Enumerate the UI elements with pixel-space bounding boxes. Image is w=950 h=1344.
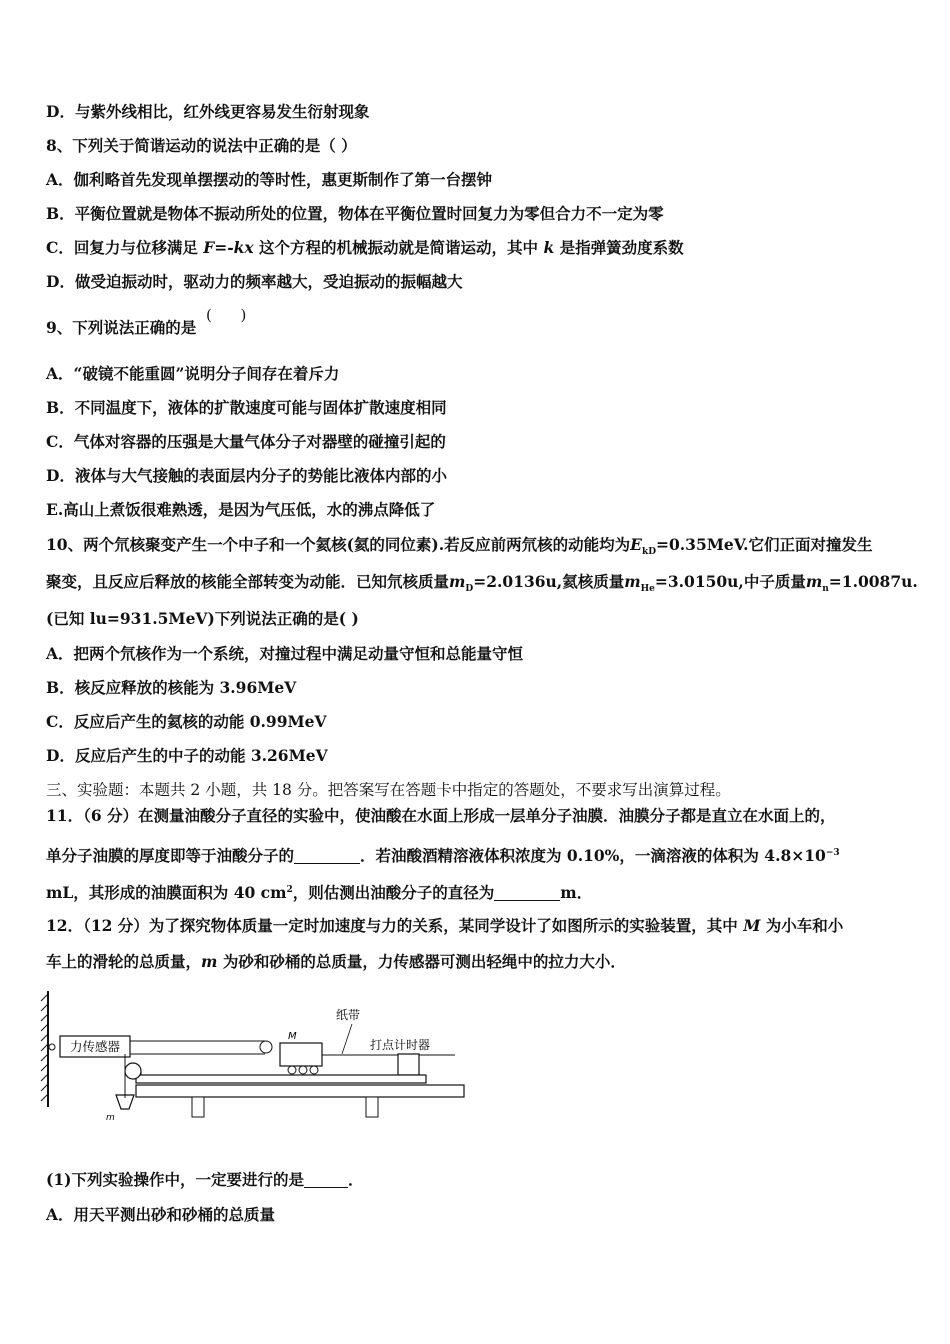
experiment-apparatus-figure	[40, 985, 470, 1130]
q9-stem: 9、下列说法正确的是	[46, 318, 197, 337]
q10-line-3: (已知 lu=931.5MeV)下列说法正确的是( )	[46, 609, 359, 628]
q7-option-d: D．与紫外线相比，红外线更容易发生衍射现象	[46, 102, 370, 121]
q9-option-e: E.高山上煮饭很难熟透，是因为气压低，水的沸点降低了	[46, 500, 436, 519]
q9-answer-paren: ( )	[206, 306, 247, 324]
q12-sub-question-1: (1)下列实验操作中，一定要进行的是 ．	[46, 1170, 364, 1189]
paper-tape-label: 纸带	[336, 1008, 361, 1022]
table-leg-left	[192, 1097, 204, 1117]
q8-option-a: A．伽利略首先发现单摆摆动的等时性，惠更斯制作了第一台摆钟	[46, 170, 493, 189]
q12-option-a: A．用天平测出砂和砂桶的总质量	[46, 1205, 276, 1224]
q12-line-1: 12．（12 分）为了探究物体质量一定时加速度与力的关系，某同学设计了如图所示的实验装置，其中 M 为小车和小	[46, 916, 844, 935]
q9-option-a: A．“破镜不能重圆”说明分子间存在着斥力	[46, 364, 340, 383]
table-pulley	[125, 1063, 141, 1079]
q12-blank-1[interactable]	[304, 1171, 348, 1188]
cart-pulley	[260, 1041, 272, 1053]
q11-blank-2[interactable]	[494, 884, 560, 901]
ticker-timer	[398, 1054, 419, 1075]
q10-option-b: B．核反应释放的核能为 3.96MeV	[46, 678, 297, 697]
q10-option-d: D．反应后产生的中子的动能 3.26MeV	[46, 746, 328, 765]
force-sensor-label: 力传感器	[69, 1039, 121, 1054]
timer-label: 打点计时器	[370, 1038, 431, 1052]
q10-line-2: 聚变，且反应后释放的核能全部转变为动能．已知氘核质量$m_D=2.0136u$,氦核质量$m_{He}=3.0150u$,中子质量$m_n=1.0087u$.	[46, 572, 918, 595]
table-top	[136, 1085, 464, 1097]
cart	[280, 1043, 322, 1066]
q9-option-d: D．液体与大气接触的表面层内分子的势能比液体内部的小	[46, 466, 447, 485]
section-3-heading: 三、实验题：本题共 2 小题，共 18 分。把答案写在答题卡中指定的答题处，不要求写出演算过程。	[46, 781, 731, 799]
q8-option-d: D．做受迫振动时，驱动力的频率越大，受迫振动的振幅越大	[46, 272, 463, 291]
bucket-label: m	[106, 1113, 115, 1123]
q8-stem: 8、下列关于简谐运动的说法中正确的是（ ）	[46, 136, 357, 155]
q11-line-2: 单分子油膜的厚度即等于油酸分子的 ．若油酸酒精溶液体积浓度为 0.10%，一滴溶液的体积为 $4.8\times 10^{-3}$	[46, 846, 840, 866]
q10-option-a: A．把两个氘核作为一个系统，对撞过程中满足动量守恒和总能量守恒	[46, 644, 524, 663]
q10-option-c: C．反应后产生的氦核的动能 0.99MeV	[46, 712, 327, 731]
q10-line-1: 10、两个氘核聚变产生一个中子和一个氦核(氦的同位素).若反应前两氘核的动能均为$E_{kD}=0.35MeV$.它们正面对撞发生	[46, 535, 873, 558]
q11-line-3: mL，其形成的油膜面积为 40 $cm^2$，则估测出油酸分子的直径为 m．	[46, 883, 593, 903]
q8-option-b: B．平衡位置就是物体不振动所处的位置，物体在平衡位置时回复力为零但合力不一定为零	[46, 204, 664, 223]
q12-line-2: 车上的滑轮的总质量，m 为砂和砂桶的总质量，力传感器可测出轻绳中的拉力大小．	[46, 952, 626, 971]
track-board	[136, 1075, 426, 1083]
q9-option-c: C．气体对容器的压强是大量气体分子对器壁的碰撞引起的	[46, 432, 446, 451]
q11-line-1: 11．（6 分）在测量油酸分子直径的实验中，使油酸在水面上形成一层单分子油膜．油膜分子都是直立在水面上的，	[46, 806, 836, 825]
table-leg-right	[366, 1097, 378, 1117]
q8-option-c: C．回复力与位移满足 F=-kx 这个方程的机械振动就是简谐运动，其中 k 是指弹簧劲度系数	[46, 238, 684, 257]
q9-option-b: B．不同温度下，液体的扩散速度可能与固体扩散速度相同	[46, 398, 447, 417]
cart-label: M	[288, 1031, 297, 1042]
q11-blank-1[interactable]	[294, 847, 360, 864]
